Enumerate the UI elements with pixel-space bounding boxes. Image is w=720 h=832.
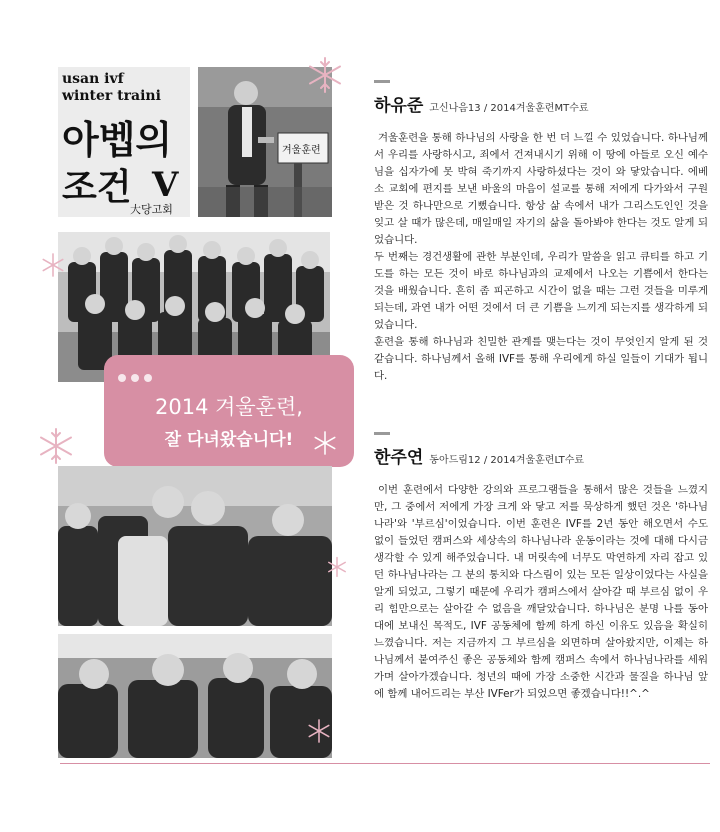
article-paragraph: 두 번째는 경건생활에 관한 부분인데, 우리가 말씀을 읽고 큐티를 하고 기도를 하는 모든 것이 바로 하나님과의 교제에서 나오는 기쁨에서 한다는 것을 배웠습니다. 흔히 좀 피곤하고 시간이 없을 때는 그런 것들을 미루게 되는데, 과연 내가 어떤 것에서 더 큰 기쁨을 느끼게 되는지를 생각하게 되었습니다. [374, 251, 708, 331]
snowflake-icon [306, 718, 332, 744]
article-body [374, 482, 708, 703]
activity-illustration [58, 634, 332, 758]
author-meta: 동아드림12 / 2014겨울훈련LT수료 [429, 455, 585, 466]
photo-audience [58, 466, 332, 626]
snowflake-icon [40, 252, 66, 278]
banner-line2: winter traini [62, 88, 161, 104]
article-1 [374, 80, 708, 385]
snowflake-icon [36, 426, 76, 466]
bubble-dots [118, 367, 157, 386]
author-line [374, 91, 708, 116]
photo-activity [58, 634, 332, 758]
snowflake-icon [305, 55, 345, 95]
article-body [374, 130, 708, 385]
author-name: 한주연 [374, 448, 424, 468]
author-meta: 고신나음13 / 2014겨울훈련MT수료 [429, 103, 589, 114]
stage-sign-text: 겨울훈련 [282, 145, 321, 156]
photo-banner [58, 67, 190, 217]
audience-illustration [58, 466, 332, 626]
author-line [374, 443, 708, 468]
article-2 [374, 432, 708, 703]
footer-rule [60, 763, 710, 764]
banner-signature: 大당고회 [130, 203, 173, 216]
snowflake-icon [312, 430, 338, 456]
author-name: 하유준 [374, 96, 424, 116]
snowflake-icon [326, 556, 348, 578]
bubble-title-line2: 잘 다녀왔습니다! [164, 430, 294, 450]
banner-line4: 조건 [62, 166, 132, 208]
bubble-title-line1: 2014 겨울훈련, [155, 395, 303, 419]
banner-checkmark: V [152, 165, 179, 205]
section-marker [374, 80, 390, 83]
article-paragraph: 겨울훈련을 통해 하나님의 사랑을 한 번 더 느낄 수 있었습니다. 하나님께서 우리를 사랑하시고, 죄에서 건져내시기 위해 이 땅에 아들로 오신 예수님을 십자가에 못 박혀 죽기까지 사랑하셨다는 것이 와 닿았습니다. 에베소 교회에 편지를 보낸 바울의 마음이 설교를 통해 저에게 다가와서 구원받은 것 하나만으로 기뻤습니다. 항상 삶 속에서 내가 그리스도인인 것을 잊고 살 때가 많은데, 매일매일 자기의 삶을 돌아봐야 한다는 것도 알게 되었습니다. [374, 132, 708, 246]
banner-line1: usan ivf [62, 71, 124, 87]
article-paragraph: 훈련을 통해 하나님과 친밀한 관계를 맺는다는 것이 무엇인지 알게 된 것 같습니다. 하나님께서 올해 IVF를 통해 우리에게 하실 일들이 기대가 됩니다. [374, 336, 708, 382]
banner-line3: 아벱의 [62, 117, 173, 162]
section-marker [374, 432, 390, 435]
article-paragraph: 이번 훈련에서 다양한 강의와 프로그램들을 통해서 많은 것들을 느꼈지만, 그 중에서 저에게 가장 크게 와 닿고 저를 묵상하게 했던 것은 '하나님나라'와 '부르심'이었습니다. 이번 훈련은 IVF를 2년 동안 해오면서 수도 없이 들었던 캠퍼스와 세상속의 하나님나라 운동이라는 것에 대해 다시금 생각할 수 있게 해주었습니다. 내 머릿속에 너무도 막연하게 자리 잡고 있던 하나님나라는 그 분의 통치와 다스림이 있는 모든 일상이었다는 사실을 알게 되었고, 그렇기 때문에 우리가 캠퍼스에서 살아갈 때 부르심 없이 우리 힘만으로는 살아갈 수 없음을 깨달았습니다. 하나님은 분명 나를 동아대에 보내신 목적도, IVF 공동체에 함께 하게 하신 이유도 있음을 확실히 느꼈습니다. 저는 지금까지 그 부르심을 외면하며 살아왔지만, 이제는 하나님께서 붙여주신 좋은 공동체와 함께 캠퍼스 속에서 하나님나라를 세워가며 살아가겠습니다. 청년의 때에 가장 소중한 시간과 물질을 하나님 앞에 함께 내어드리는 부산 IVFer가 되었으면 좋겠습니다!!^.^ [374, 484, 708, 700]
